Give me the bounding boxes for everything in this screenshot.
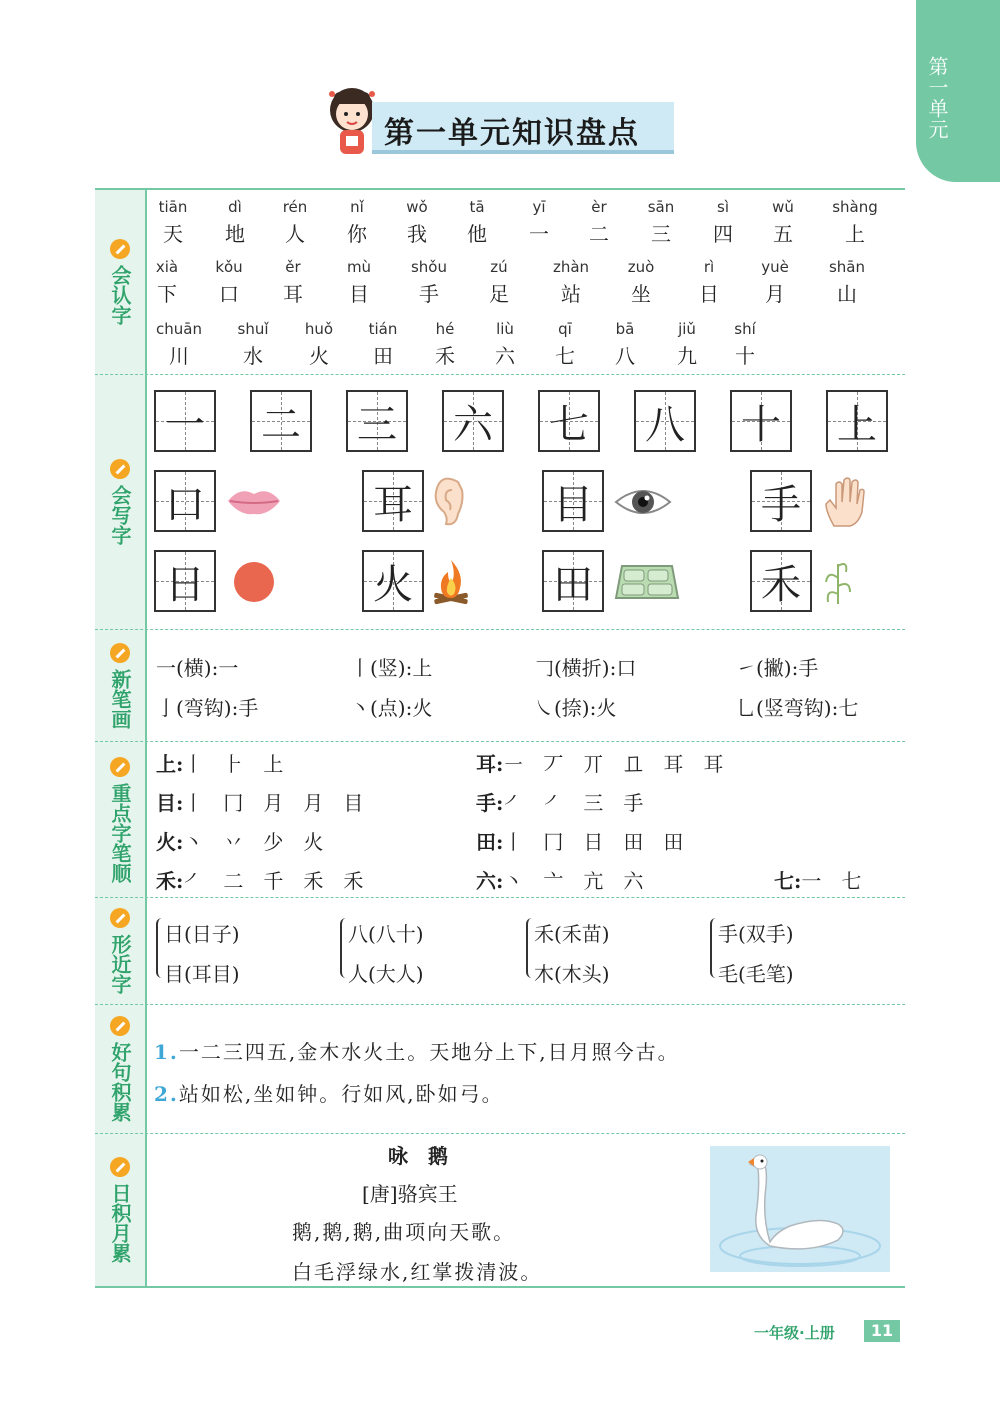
- pencil-badge-icon: [110, 459, 130, 479]
- pinyin: èr: [591, 198, 607, 216]
- section-write: 会写字: [95, 375, 145, 629]
- pinyin: jiǔ: [678, 320, 696, 338]
- order-sequence: ㇒ 二 千 禾 禾: [183, 869, 364, 893]
- order-sequence: 丨 冂 日 田 田: [503, 830, 684, 854]
- pinyin: shǒu: [410, 258, 447, 276]
- pinyin-char: [420, 320, 470, 369]
- order-char: 耳:: [476, 752, 504, 776]
- pencil-badge-icon: [110, 1157, 130, 1177]
- unit-tab-label: 第一单元: [925, 56, 949, 140]
- order-char: 手:: [476, 791, 504, 815]
- pinyin-char: [616, 258, 666, 307]
- hanzi: 下: [157, 282, 177, 306]
- hanzi: 田: [553, 561, 593, 608]
- hanzi: 八: [615, 344, 635, 368]
- brace: [156, 918, 164, 978]
- similar-item: 手(双手): [718, 922, 794, 946]
- eye-icon: [614, 484, 672, 520]
- order-sequence: ㇒ ㇒ 三 手: [503, 791, 644, 815]
- hanzi: 上: [845, 222, 865, 246]
- tianzige-box: [154, 470, 216, 532]
- poem-line: 鹅,鹅,鹅,曲项向天歌。: [292, 1220, 516, 1244]
- poem-author: [唐]骆宾王: [362, 1182, 458, 1206]
- order-sequence: 丨 ⺊ 上: [183, 752, 284, 776]
- stroke-item: 𠃌(横折):口: [534, 656, 637, 680]
- pinyin: tián: [368, 320, 398, 338]
- pinyin: rén: [282, 198, 308, 216]
- hanzi: 水: [243, 344, 263, 368]
- pinyin-char: [546, 258, 596, 307]
- hanzi: 月: [765, 282, 785, 306]
- similar-item: 木(木头): [534, 962, 610, 986]
- pinyin: zhàn: [552, 258, 590, 276]
- hanzi: 口: [165, 481, 205, 528]
- tianzige-box: [750, 470, 812, 532]
- pinyin-char: [210, 198, 260, 247]
- tianzige-box: [154, 550, 216, 612]
- pinyin-char: [514, 198, 564, 247]
- hanzi: 我: [407, 222, 427, 246]
- hanzi: 七: [549, 401, 589, 448]
- sentence-number: 2.: [154, 1082, 179, 1106]
- stroke-order-item: [476, 748, 723, 777]
- pinyin: sān: [647, 198, 675, 216]
- stroke-item: 乚(竖弯钩):七: [736, 696, 859, 720]
- tianzige-box: [442, 390, 504, 452]
- hanzi: 日: [699, 282, 719, 306]
- pinyin: tā: [469, 198, 485, 216]
- section-recognize: 会认字: [95, 189, 145, 374]
- tianzige-box: [154, 390, 216, 452]
- pinyin: shān: [828, 258, 866, 276]
- pinyin-char: [684, 258, 734, 307]
- pinyin-char: [574, 198, 624, 247]
- fire-icon: [430, 558, 472, 606]
- order-sequence: 丨 冂 月 月 目: [183, 791, 364, 815]
- pinyin-char: [270, 198, 320, 247]
- hanzi: 一: [529, 222, 549, 246]
- sun-icon: [232, 560, 276, 604]
- divider: [95, 741, 905, 742]
- pinyin: huǒ: [304, 320, 334, 338]
- order-sequence: 一 七: [801, 869, 862, 893]
- hanzi: 三: [651, 222, 671, 246]
- pinyin-char: [392, 198, 442, 247]
- tianzige-box: [346, 390, 408, 452]
- tianzige-box: [542, 470, 604, 532]
- pinyin-char: [698, 198, 748, 247]
- pinyin: zú: [490, 258, 508, 276]
- order-char: 目:: [156, 791, 184, 815]
- pencil-badge-icon: [110, 908, 130, 928]
- stroke-order-item: [774, 865, 861, 894]
- pinyin-char: [830, 198, 880, 247]
- pinyin: kǒu: [215, 258, 243, 276]
- pinyin-char: [268, 258, 318, 307]
- brace: [526, 918, 534, 978]
- pencil-badge-icon: [110, 757, 130, 777]
- similar-item: 八(八十): [348, 922, 424, 946]
- pinyin: shàng: [832, 198, 878, 216]
- hanzi: 七: [555, 344, 575, 368]
- pinyin-char: [474, 258, 524, 307]
- field-icon: [614, 564, 680, 600]
- stroke-item: 一(横):一: [156, 656, 239, 680]
- hanzi: 川: [169, 344, 189, 368]
- stroke-item: 丨(竖):上: [350, 656, 433, 680]
- hanzi: 六: [495, 344, 515, 368]
- page-title-banner: [322, 84, 682, 160]
- pinyin-char: [358, 320, 408, 369]
- order-sequence: 丶 丷 少 火: [183, 830, 324, 854]
- poem-line: 白毛浮绿水,红掌拨清波。: [292, 1260, 543, 1284]
- similar-item: 目(耳目): [164, 962, 240, 986]
- brace: [710, 918, 718, 978]
- pinyin: hé: [435, 320, 455, 338]
- sentence-item: [154, 1078, 504, 1107]
- pinyin-char: [662, 320, 712, 369]
- tianzige-box: [730, 390, 792, 452]
- pinyin: dì: [228, 198, 242, 216]
- pencil-badge-icon: [110, 1016, 130, 1036]
- pinyin-char: [452, 198, 502, 247]
- pinyin: nǐ: [350, 198, 364, 216]
- similar-item: 日(日子): [164, 922, 240, 946]
- pinyin-char: [142, 258, 192, 307]
- page-number: 11: [864, 1320, 900, 1342]
- hanzi: 火: [309, 344, 329, 368]
- tianzige-box: [362, 550, 424, 612]
- hand-icon: [822, 476, 868, 528]
- pinyin-char: [334, 258, 384, 307]
- section-order: 重点字笔顺: [95, 742, 145, 897]
- order-sequence: 丶 亠 亢 六: [503, 869, 644, 893]
- pinyin-char: [332, 198, 382, 247]
- order-char: 六:: [476, 869, 504, 893]
- pinyin: tiān: [158, 198, 188, 216]
- order-char: 上:: [156, 752, 184, 776]
- hanzi: 一: [165, 401, 205, 448]
- pinyin-char: [750, 258, 800, 307]
- stroke-item: 亅(弯钩):手: [156, 696, 259, 720]
- hanzi: 日: [165, 561, 205, 608]
- pinyin-char: [822, 258, 872, 307]
- pencil-badge-icon: [110, 643, 130, 663]
- hanzi: 四: [713, 222, 733, 246]
- pinyin: bā: [615, 320, 635, 338]
- hanzi: 地: [225, 222, 245, 246]
- hanzi: 目: [553, 481, 593, 528]
- hanzi: 二: [261, 401, 301, 448]
- sentence-item: [154, 1036, 680, 1065]
- sentence-text: 站如松,坐如钟。行如风,卧如弓。: [178, 1082, 504, 1106]
- pinyin: yuè: [761, 258, 789, 276]
- order-char: 火:: [156, 830, 184, 854]
- ear-icon: [430, 474, 466, 528]
- hanzi: 手: [761, 481, 801, 528]
- hanzi: 口: [219, 282, 239, 306]
- pinyin: shuǐ: [237, 320, 269, 338]
- hanzi: 站: [561, 282, 581, 306]
- tianzige-box: [542, 550, 604, 612]
- pinyin: zuò: [627, 258, 655, 276]
- hanzi: 九: [677, 344, 697, 368]
- stroke-order-item: [156, 748, 283, 777]
- hanzi: 他: [467, 222, 487, 246]
- page-title: 第一单元知识盘点: [384, 116, 640, 151]
- pinyin: rì: [703, 258, 715, 276]
- hanzi: 三: [357, 401, 397, 448]
- pinyin-char: [720, 320, 770, 369]
- stroke-order-item: [476, 865, 643, 894]
- hanzi: 你: [347, 222, 367, 246]
- pinyin-char: [154, 320, 204, 369]
- lips-icon: [226, 486, 282, 516]
- pinyin: xià: [155, 258, 179, 276]
- pencil-badge-icon: [110, 239, 130, 259]
- pinyin-char: [636, 198, 686, 247]
- hanzi: 耳: [283, 282, 303, 306]
- tianzige-box: [634, 390, 696, 452]
- stroke-item: 丶(点):火: [350, 696, 433, 720]
- divider: [95, 188, 905, 190]
- stroke-order-item: [476, 826, 683, 855]
- section-sentences: 好句积累: [95, 1005, 145, 1133]
- pinyin: liù: [496, 320, 514, 338]
- hanzi: 六: [453, 401, 493, 448]
- hanzi: 人: [285, 222, 305, 246]
- tianzige-box: [362, 470, 424, 532]
- similar-item: 禾(禾苗): [534, 922, 610, 946]
- pinyin: qī: [558, 320, 572, 338]
- grain-icon: [822, 556, 854, 606]
- hanzi: 十: [741, 401, 781, 448]
- hanzi: 山: [837, 282, 857, 306]
- pinyin-char: [228, 320, 278, 369]
- stroke-item: ㇏(捺):火: [534, 696, 617, 720]
- divider: [95, 897, 905, 898]
- tianzige-box: [538, 390, 600, 452]
- order-char: 田:: [476, 830, 504, 854]
- grade-label: 一年级·上册: [754, 1324, 835, 1342]
- pinyin: sì: [717, 198, 729, 216]
- hanzi: 天: [163, 222, 183, 246]
- pinyin: mù: [346, 258, 372, 276]
- pinyin-char: [758, 198, 808, 247]
- tianzige-box: [750, 550, 812, 612]
- hanzi: 八: [645, 401, 685, 448]
- divider: [95, 1004, 905, 1005]
- hanzi: 十: [735, 344, 755, 368]
- tianzige-box: [826, 390, 888, 452]
- pinyin: wǒ: [406, 198, 428, 216]
- divider: [95, 1286, 905, 1288]
- hanzi: 耳: [373, 481, 413, 528]
- sentence-text: 一二三四五,金木水火土。天地分上下,日月照今古。: [178, 1040, 680, 1064]
- similar-item: 毛(毛笔): [718, 962, 794, 986]
- hanzi: 坐: [631, 282, 651, 306]
- pinyin-char: [404, 258, 454, 307]
- pinyin: wǔ: [772, 198, 794, 216]
- pinyin: shí: [734, 320, 756, 338]
- hanzi: 二: [589, 222, 609, 246]
- goose-illustration: [710, 1146, 890, 1272]
- pinyin-char: [148, 198, 198, 247]
- order-char: 禾:: [156, 869, 184, 893]
- divider: [95, 374, 905, 375]
- pinyin: chuān: [156, 320, 202, 338]
- pinyin-char: [600, 320, 650, 369]
- poem-title: 咏 鹅: [388, 1144, 448, 1168]
- pinyin-char: [294, 320, 344, 369]
- hanzi: 上: [837, 401, 877, 448]
- stroke-item: ㇀(撇):手: [736, 656, 819, 680]
- stroke-order-item: [156, 865, 363, 894]
- pinyin-char: [204, 258, 254, 307]
- stroke-order-item: [476, 787, 643, 816]
- hanzi: 目: [349, 282, 369, 306]
- divider: [95, 629, 905, 630]
- pinyin: yī: [532, 198, 546, 216]
- hanzi: 火: [373, 561, 413, 608]
- brace: [340, 918, 348, 978]
- pinyin-char: [540, 320, 590, 369]
- order-sequence: ㇐ 丆 丌 𠀃 耳 耳: [503, 752, 724, 776]
- tianzige-box: [250, 390, 312, 452]
- section-similar: 形近字: [95, 898, 145, 1004]
- hanzi: 禾: [761, 561, 801, 608]
- pinyin: ěr: [285, 258, 301, 276]
- sentence-number: 1.: [154, 1040, 179, 1064]
- hanzi: 手: [419, 282, 439, 306]
- hanzi: 五: [773, 222, 793, 246]
- hanzi: 禾: [435, 344, 455, 368]
- order-char: 七:: [774, 869, 802, 893]
- similar-item: 人(大人): [348, 962, 424, 986]
- section-monthly: 日积月累: [95, 1134, 145, 1286]
- hanzi: 足: [489, 282, 509, 306]
- hanzi: 田: [373, 344, 393, 368]
- section-strokes: 新笔画: [95, 630, 145, 741]
- divider: [95, 1133, 905, 1134]
- pinyin-char: [480, 320, 530, 369]
- stroke-order-item: [156, 787, 363, 816]
- stroke-order-item: [156, 826, 323, 855]
